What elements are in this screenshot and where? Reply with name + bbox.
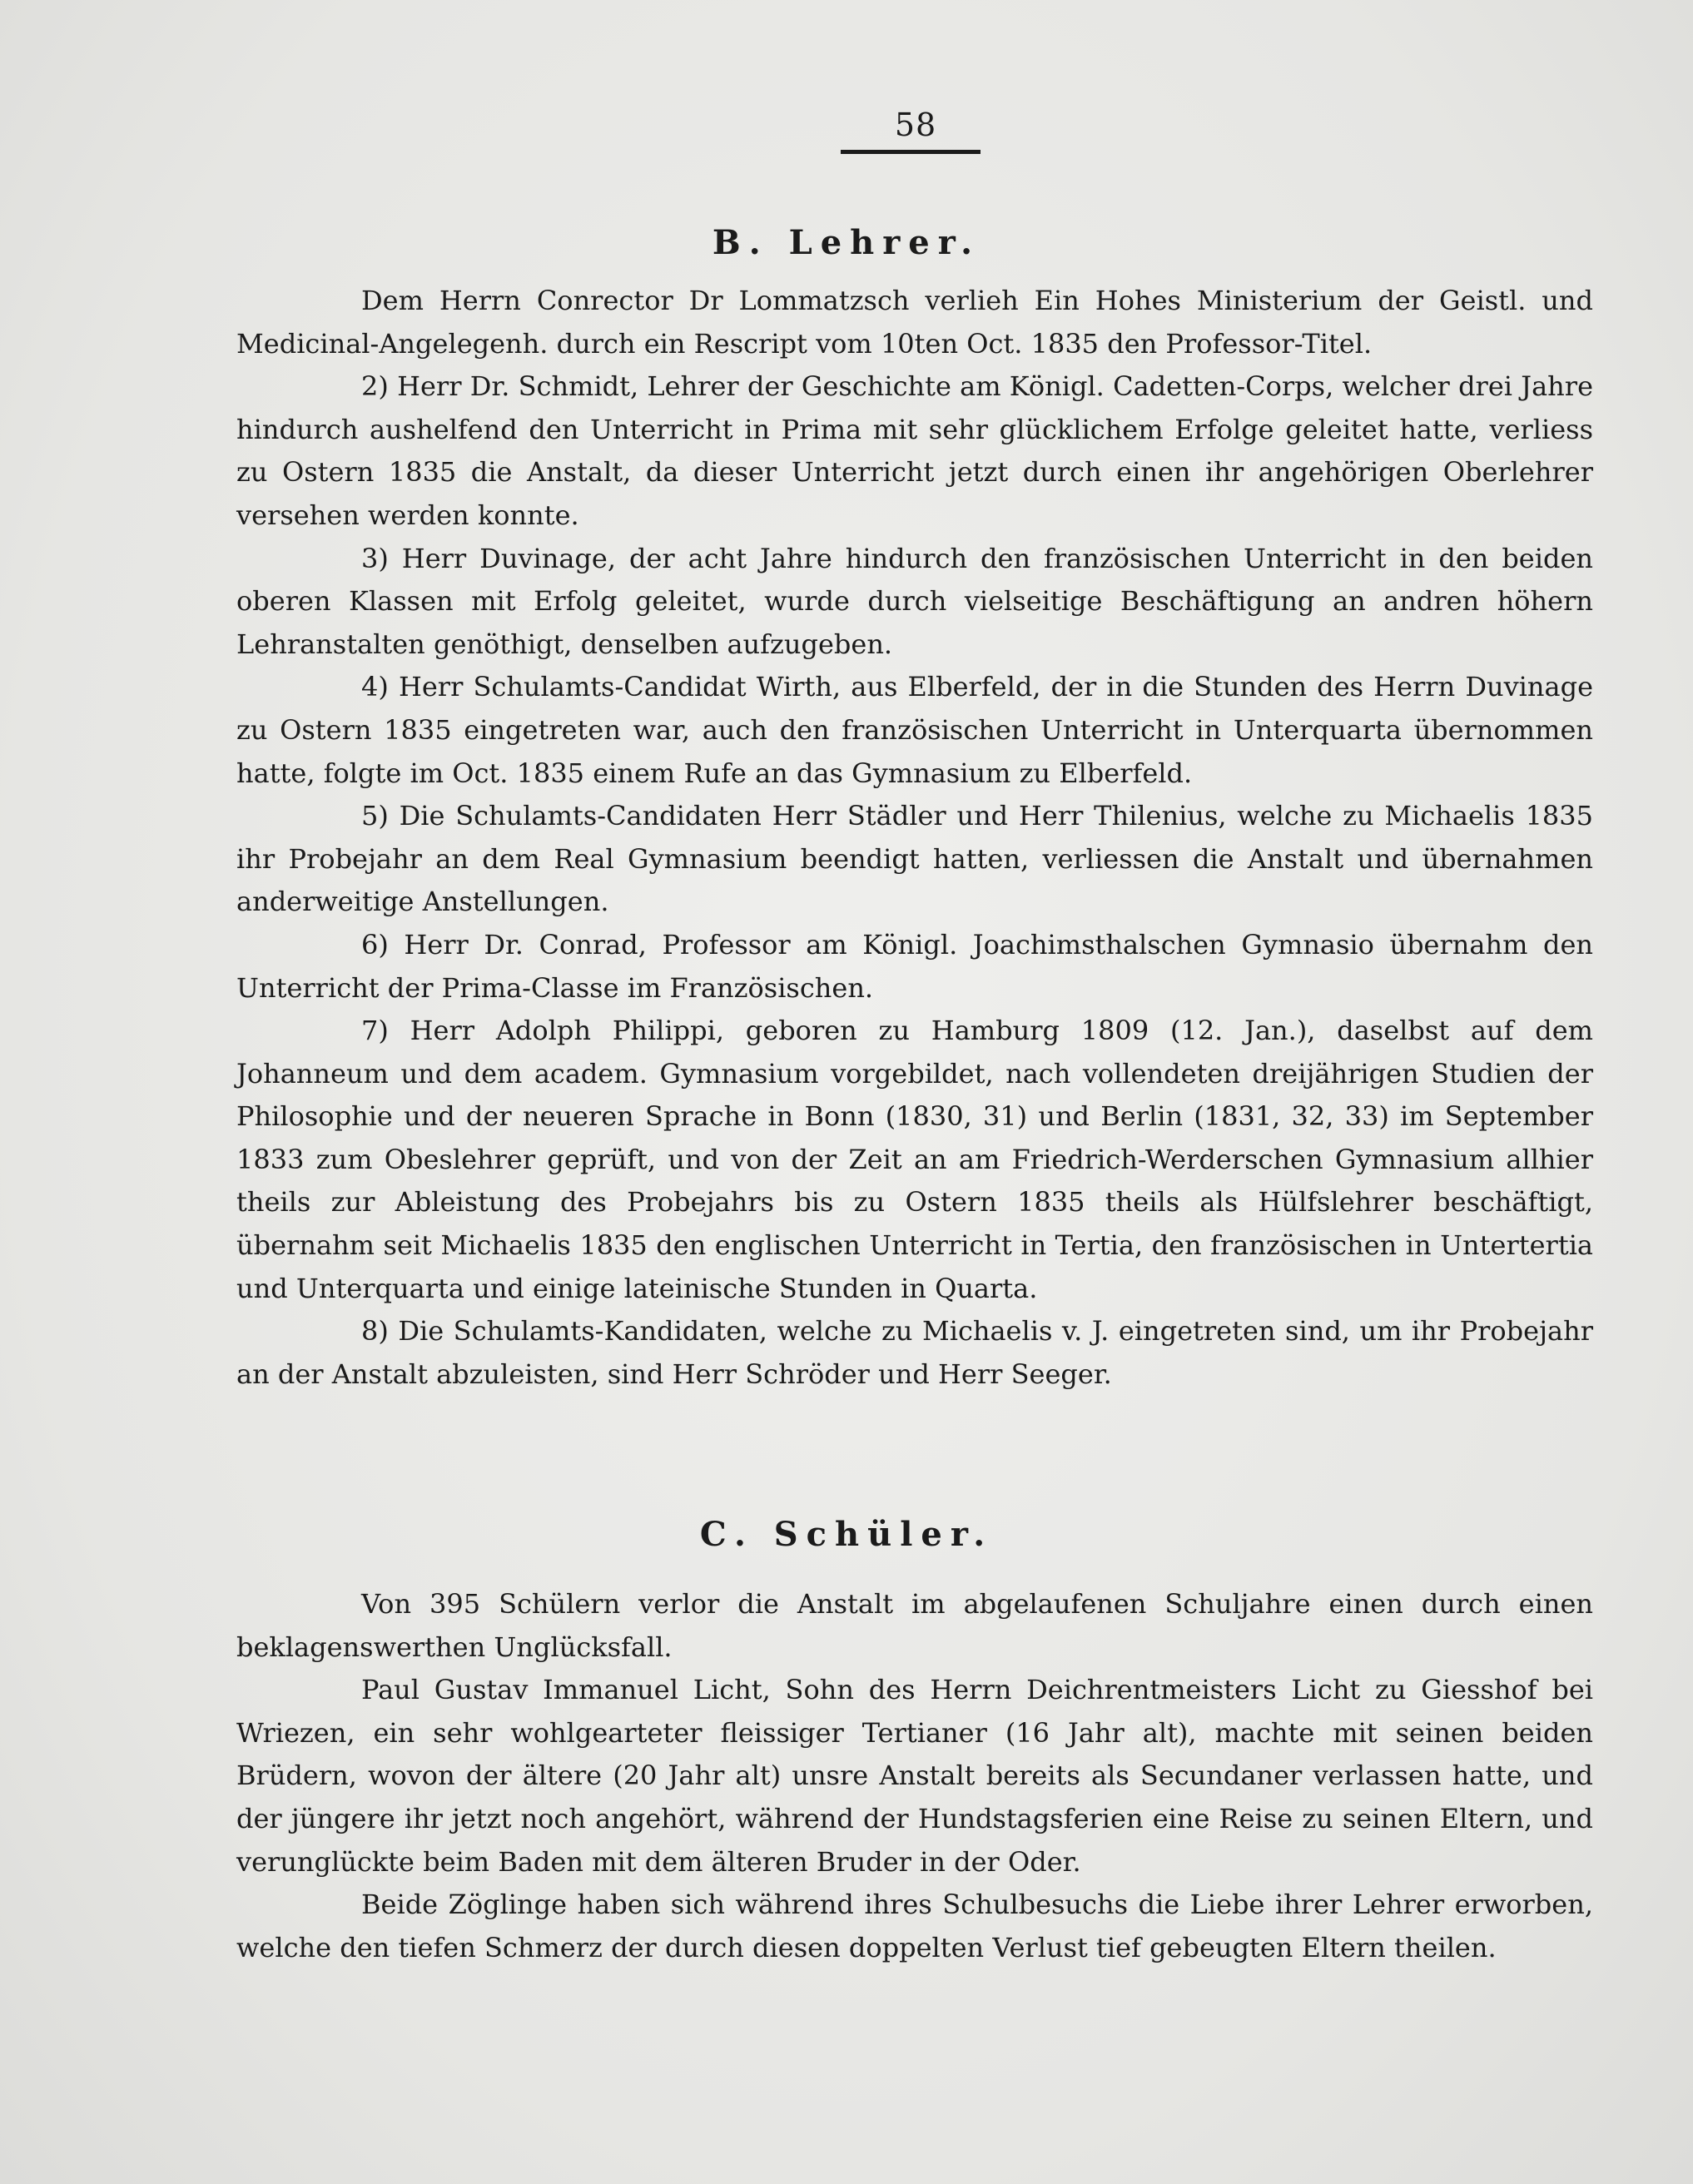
- paragraph-lehrer-7: 7) Herr Adolph Philippi, geboren zu Hamburg 1809 (12. Jan.), daselbst auf dem Johanneum und dem academ. Gymnasium vorgebildet, nach vollendeten dreijährigen Studien der Philosophie und der neueren Sprache in Bonn (1830, 31) und Berlin (1831, 32, 33) im September 1833 zum Obeslehrer geprüft, und von der Zeit an am Friedrich-Werderschen Gymnasium allhier theils zur Ableistung des Probejahrs bis zu Ostern 1835 theils als Hülfslehrer beschäftigt, übernahm seit Michaelis 1835 den englischen Unterricht in Tertia, den französischen in Untertertia und Unterquarta und einige lateinische Stunden in Quarta.: [236, 1015, 1593, 1304]
- paragraph-lehrer-2: 2) Herr Dr. Schmidt, Lehrer der Geschichte am Königl. Cadetten-Corps, welcher drei Jahre hindurch aushelfend den Unterricht in Prima mit sehr glücklichem Erfolge geleitet hatte, verliess zu Ostern 1835 die Anstalt, da dieser Unterricht jetzt durch einen ihr angehörigen Oberlehrer versehen werden konnte.: [236, 370, 1593, 531]
- paragraph-lehrer-1: Dem Herrn Conrector Dr Lommatzsch verlieh Ein Hohes Ministerium der Geistl. und Medicinal-Angelegenh. durch ein Rescript vom 10ten Oct. 1835 den Professor-Titel.: [236, 285, 1593, 360]
- page-number-rule: [841, 150, 981, 154]
- paragraph-schueler-2: Paul Gustav Immanuel Licht, Sohn des Herrn Deichrentmeisters Licht zu Giesshof bei Wriezen, ein sehr wohlgearteter fleissiger Tertianer (16 Jahr alt), machte mit seinen beiden Brüdern, wovon der ältere (20 Jahr alt) unsre Anstalt bereits als Secundaner verlassen hatte, und der jüngere ihr jetzt noch angehört, während der Hundstagsferien eine Reise zu seinen Eltern, und verunglückte beim Baden mit dem älteren Bruder in der Oder.: [236, 1674, 1593, 1878]
- section-heading-lehrer: B. Lehrer.: [712, 223, 981, 262]
- section-lehrer-body: [236, 280, 1593, 1396]
- page-number: 58: [894, 107, 937, 143]
- section-heading-schueler: C. Schüler.: [699, 1515, 994, 1554]
- section-schueler-body: [236, 1583, 1593, 1969]
- paragraph-schueler-1: Von 395 Schülern verlor die Anstalt im abgelaufenen Schuljahre einen durch einen beklagenswerthen Unglücksfall.: [236, 1588, 1593, 1663]
- paragraph-lehrer-6: 6) Herr Dr. Conrad, Professor am Königl. Joachimsthalschen Gymnasio übernahm den Unterricht der Prima-Classe im Französischen.: [236, 928, 1593, 1004]
- paragraph-lehrer-5: 5) Die Schulamts-Candidaten Herr Städler und Herr Thilenius, welche zu Michaelis 1835 ihr Probejahr an dem Real Gymnasium beendigt hatten, verliessen die Anstalt und übernahmen anderweitige Anstellungen.: [236, 800, 1593, 918]
- paragraph-lehrer-4: 4) Herr Schulamts-Candidat Wirth, aus Elberfeld, der in die Stunden des Herrn Duvinage zu Ostern 1835 eingetreten war, auch den französischen Unterricht in Unterquarta übernommen hatte, folgte im Oct. 1835 einem Rufe an das Gymnasium zu Elberfeld.: [236, 671, 1593, 789]
- paragraph-schueler-3: Beide Zöglinge haben sich während ihres Schulbesuchs die Liebe ihrer Lehrer erworben, welche den tiefen Schmerz der durch diesen doppelten Verlust tief gebeugten Eltern theilen.: [236, 1889, 1593, 1963]
- paragraph-lehrer-8: 8) Die Schulamts-Kandidaten, welche zu Michaelis v. J. eingetreten sind, um ihr Probejahr an der Anstalt abzuleisten, sind Herr Schröder und Herr Seeger.: [236, 1315, 1593, 1390]
- paragraph-lehrer-3: 3) Herr Duvinage, der acht Jahre hindurch den französischen Unterricht in den beiden oberen Klassen mit Erfolg geleitet, wurde durch vielseitige Beschäftigung an andren höhern Lehranstalten genöthigt, denselben aufzugeben.: [236, 542, 1593, 660]
